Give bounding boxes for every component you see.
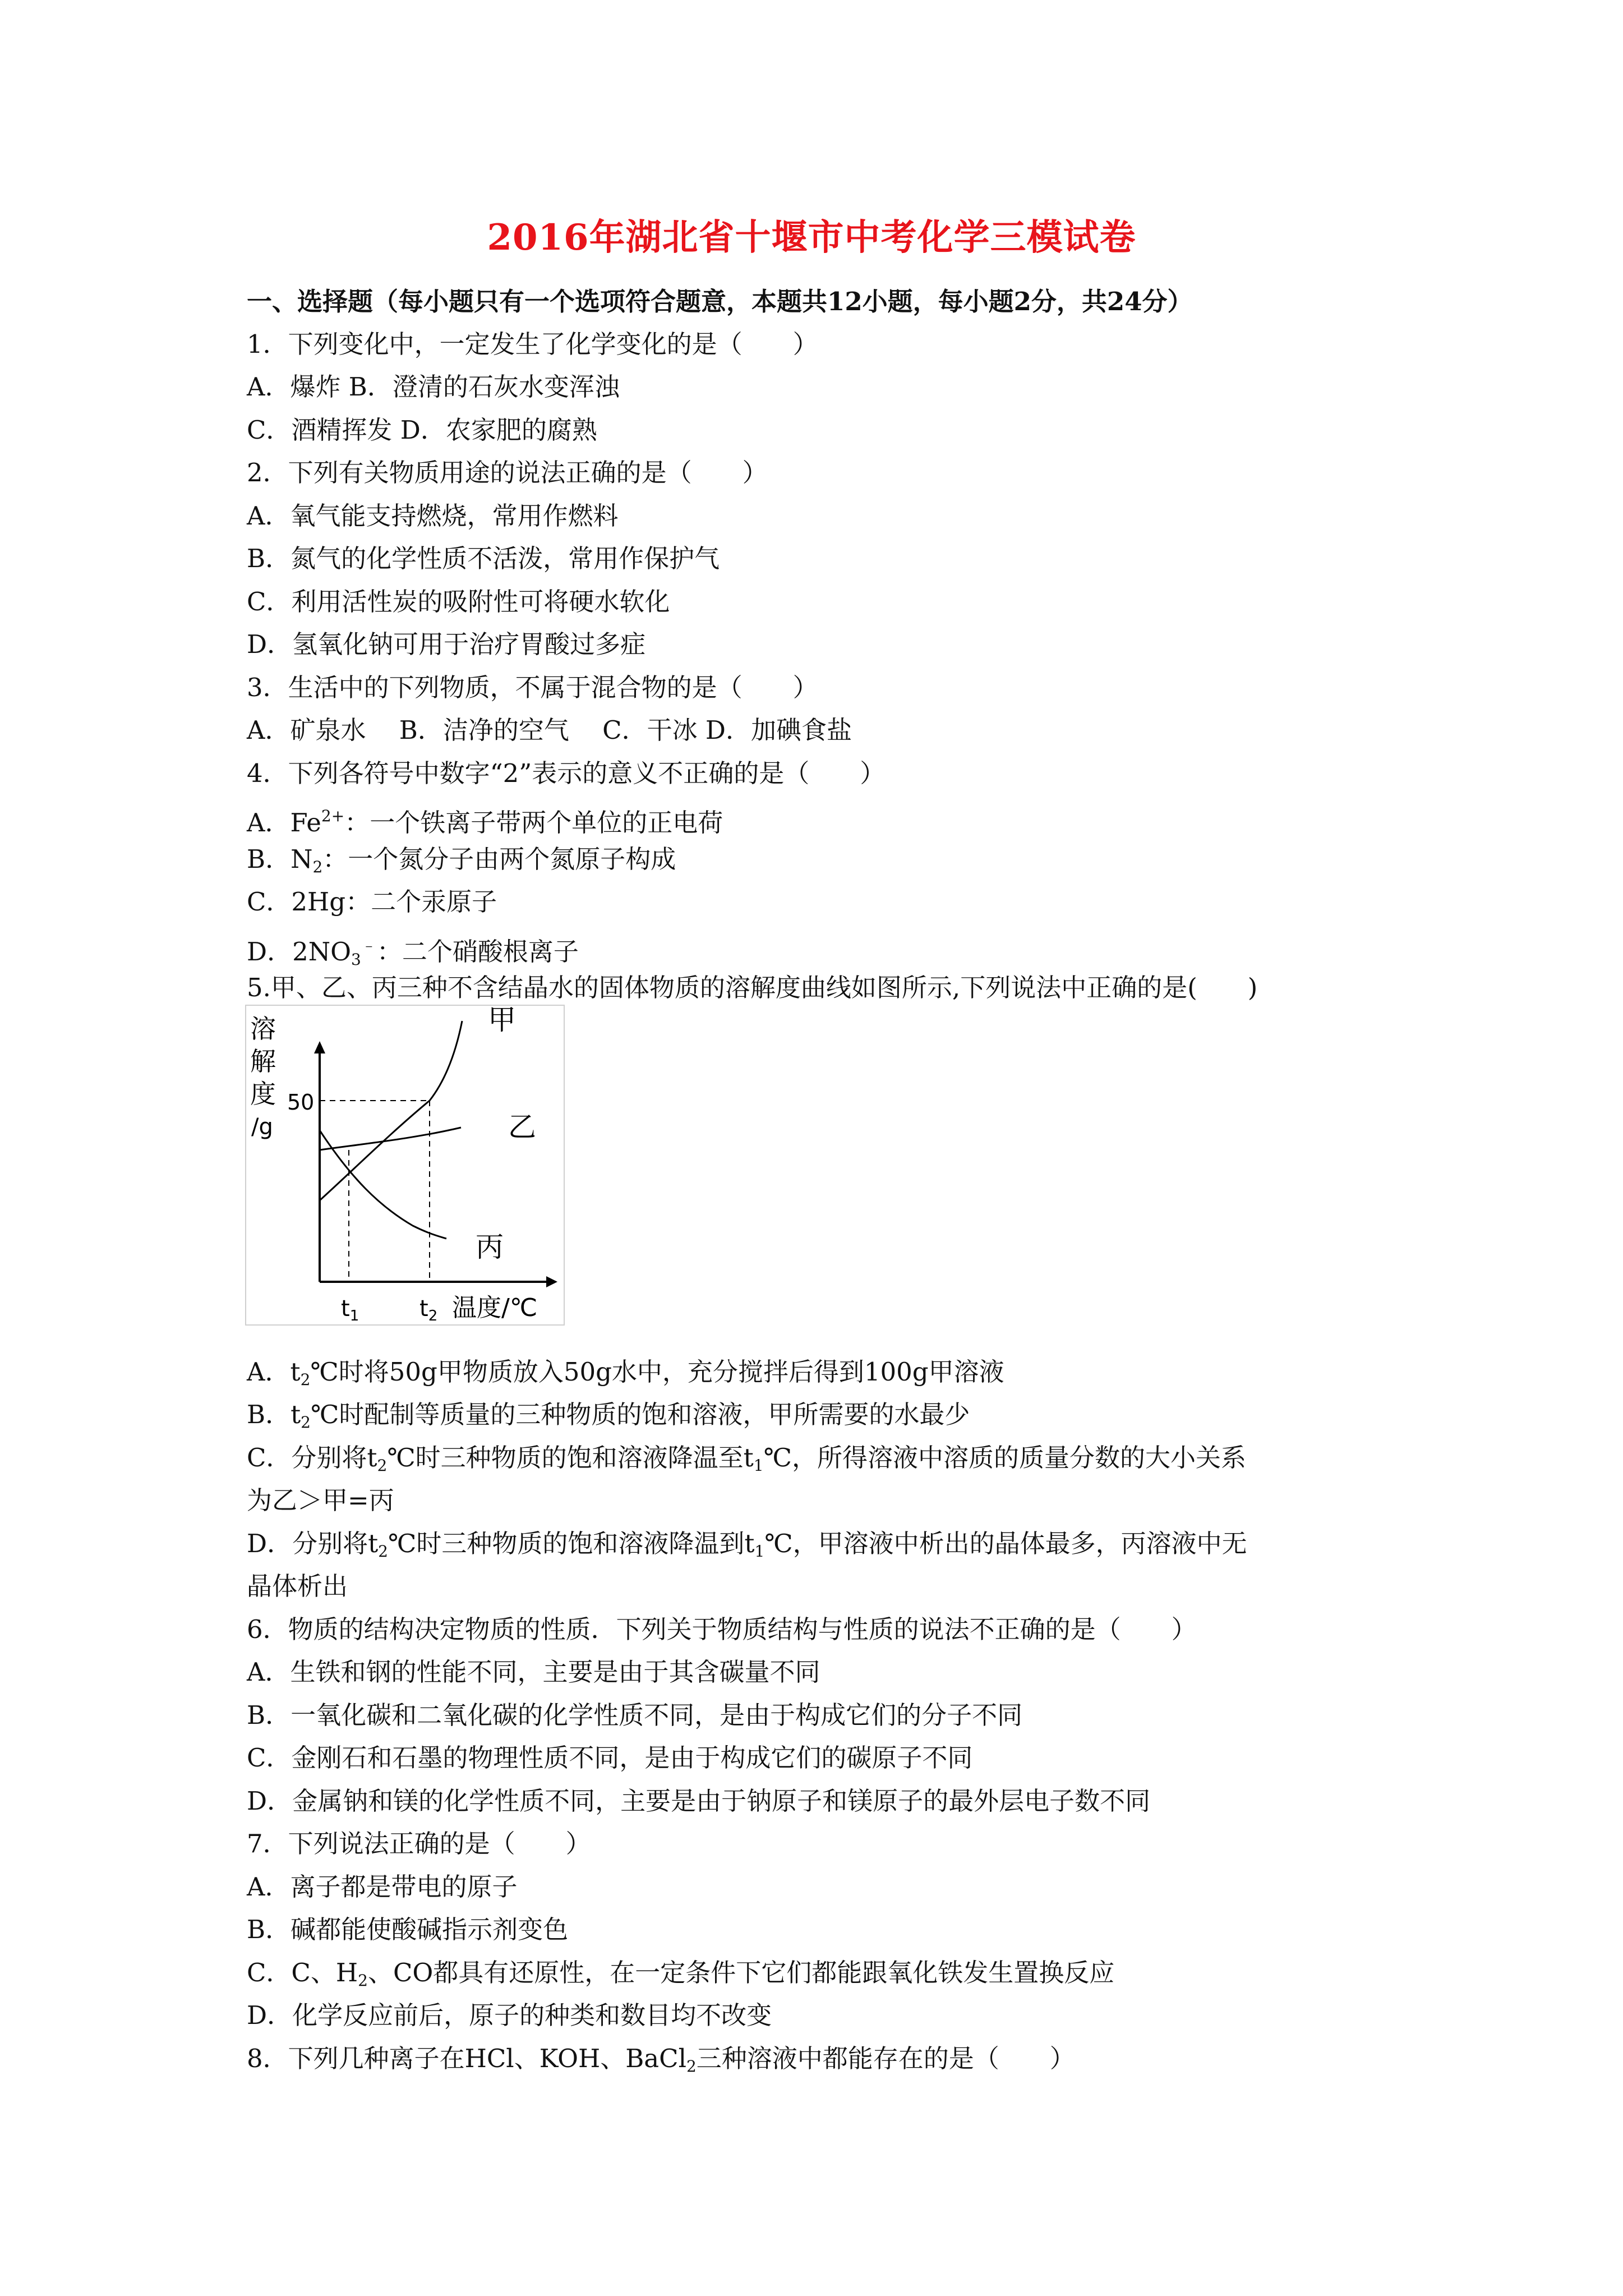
q5-option-c: C．分别将$t_2℃$时三种物质的饱和溶液降温至$t_1℃$，所得溶液中溶质的质量分数的大小关系 [247, 1443, 1246, 1475]
q2-option-b: B．氮气的化学性质不活泼，常用作保护气 [247, 544, 720, 573]
q3-options: A．矿泉水 B．洁净的空气 C．干冰 D．加碘食盐 [247, 715, 852, 745]
q7-option-d: D．化学反应前后，原子的种类和数目均不改变 [247, 2000, 772, 2030]
q3-stem: 3．生活中的下列物质，不属于混合物的是（ ） [247, 673, 818, 702]
y-tick-50: 50 [287, 1090, 315, 1115]
x-tick-t2: $t_2$ [419, 1296, 438, 1324]
q6-option-d: D．金属钠和镁的化学性质不同，主要是由于钠原子和镁原子的最外层电子数不同 [247, 1786, 1151, 1816]
q5-option-d-cont: 晶体析出 [247, 1571, 348, 1601]
q4-option-d: D．$2NO_3^﹣$：二个硝酸根离子 [247, 936, 579, 969]
q5-option-a: A．$t_2℃$时将50g甲物质放入50g水中，充分搅拌后得到100g甲溶液 [247, 1357, 1004, 1389]
x-axis-label: 温度/℃ [452, 1294, 538, 1322]
page-title: 2016年湖北省十堰市中考化学三模试卷 [487, 217, 1136, 259]
q1-stem: 1．下列变化中，一定发生了化学变化的是（ ） [247, 329, 818, 359]
q4-stem: 4．下列各符号中数字“2”表示的意义不正确的是（ ） [247, 758, 886, 788]
q7-option-a: A．离子都是带电的原子 [247, 1872, 518, 1902]
q7-stem: 7．下列说法正确的是（ ） [247, 1829, 591, 1858]
solubility-chart-svg [245, 1004, 565, 1326]
curve-jia [320, 1021, 462, 1200]
q2-option-a: A．氧气能支持燃烧，常用作燃料 [247, 501, 619, 531]
label-bing: 丙 [476, 1231, 504, 1263]
chart-frame [246, 1005, 564, 1325]
q6-option-c: C．金刚石和石墨的物理性质不同，是由于构成它们的碳原子不同 [247, 1743, 973, 1773]
y-label-1: 溶 [250, 1014, 276, 1044]
q4-option-c: C．2Hg：二个汞原子 [247, 887, 497, 917]
q6-option-a: A．生铁和钢的性能不同，主要是由于其含碳量不同 [247, 1657, 820, 1687]
q2-stem: 2．下列有关物质用途的说法正确的是（ ） [247, 458, 768, 487]
x-axis-arrow [546, 1276, 557, 1287]
q8-stem: 8．下列几种离子在HCl、KOH、BaCl$_2$三种溶液中都能存在的是（ ） [247, 2044, 1075, 2076]
q5-option-c-cont: 为乙＞甲=丙 [247, 1485, 394, 1515]
q4-option-b: B．$N_2$：一个氮分子由两个氮原子构成 [247, 844, 676, 876]
y-label-4: /g [251, 1114, 273, 1140]
q5-option-b: B．$t_2℃$时配制等质量的三种物质的饱和溶液，甲所需要的水最少 [247, 1400, 970, 1432]
section-heading: 一、选择题（每小题只有一个选项符合题意，本题共12小题，每小题2分，共24分） [247, 287, 1193, 316]
q1-options-ab: A．爆炸 B．澄清的石灰水变浑浊 [247, 372, 620, 402]
q5-stem: 5.甲、乙、丙三种不含结晶水的固体物质的溶解度曲线如图所示,下列说法中正确的是( ) [247, 973, 1258, 1002]
q6-stem: 6．物质的结构决定物质的性质．下列关于物质结构与性质的说法不正确的是（ ） [247, 1614, 1197, 1644]
q6-option-b: B．一氧化碳和二氧化碳的化学性质不同，是由于构成它们的分子不同 [247, 1700, 1023, 1730]
q7-option-c: C．C、$H_2$、CO都具有还原性，在一定条件下它们都能跟氧化铁发生置换反应 [247, 1958, 1115, 1990]
solubility-chart [245, 1004, 565, 1326]
q7-option-b: B．碱都能使酸碱指示剂变色 [247, 1915, 569, 1944]
q2-option-c: C．利用活性炭的吸附性可将硬水软化 [247, 587, 670, 616]
q5-option-d: D．分别将$t_2℃$时三种物质的饱和溶液降温到$t_1℃$，甲溶液中析出的晶体最多，丙溶液中无 [247, 1529, 1247, 1561]
label-jia: 甲 [488, 1004, 516, 1036]
label-yi: 乙 [508, 1111, 536, 1143]
curve-yi [320, 1128, 461, 1150]
y-label-3: 度 [250, 1079, 276, 1109]
x-tick-t1: $t_1$ [341, 1296, 359, 1324]
q1-options-cd: C．酒精挥发 D．农家肥的腐熟 [247, 415, 597, 445]
y-label-2: 解 [250, 1046, 276, 1076]
q4-option-a: A．$Fe^{2+}$：一个铁离子带两个单位的正电荷 [247, 807, 723, 838]
y-axis-arrow [314, 1041, 325, 1053]
q2-option-d: D．氢氧化钠可用于治疗胃酸过多症 [247, 629, 646, 659]
